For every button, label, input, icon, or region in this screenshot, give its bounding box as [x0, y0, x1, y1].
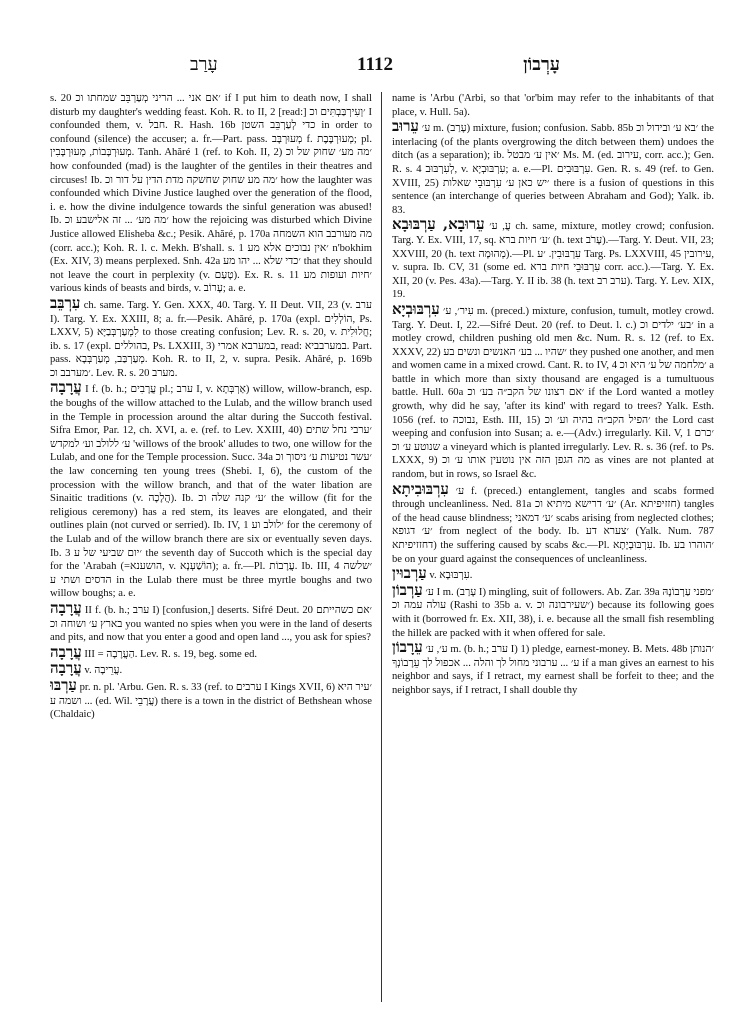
- running-header: [60, 54, 690, 80]
- entry-text: III = הַעֲרָבָה. Lev. R. s. 19, beg. some ed.: [84, 648, 258, 660]
- right-column: [392, 90, 714, 1006]
- entry-text: I f. (b. h.; עֲרָבִים pl.; ערב I, v. אַרְבְּתָא) willow, willow-branch, esp. the boughs of the willow attached to the Lulab, and the willow branch used in the Temple in procession around the altar during the Succoth festival. Sifra Emor, Par. 12, ch. XVI, a. e. (ref. to Lev. XXIII, 40) ׳ערבי נחל שתים ע׳ ללולב וע׳ למקדש 'willows of the brook' alludes to two, one willow for the Lulab, and one for the Temple procession. Succ. 34a ׳עשר נטיעות ע׳ ניסוך וכ the law concerning ten young trees (Shebi. I, 6), the custom of the procession with the willow branch, and that of the water libation are Sinaitic traditions (v. הֲלָכָה). Ib. ׳ע׳ קנה שלה וכ the willow (fit for the religious ceremony) has a red stem, its leaves are elongated, and their outlines plain (not curved or serried). Ib. IV, 1 ׳לולב וע for the ceremony of the Lulab and of the willow branch there are six or eventually seven days. Ib. 3 ׳יום שביעי של ע the seventh day of Succoth which is the special day for the 'Arabah (=הושענא, v. הוֹשַׁעְנָא); a. fr.—Pl. עֲרָבוֹת. Ib. III, 4 ׳שלשה הדסים ושתי ע in the Lulab there must be three myrtle boughs and two willow boughs; a. e.: [50, 384, 372, 600]
- dictionary-entry: [392, 479, 714, 567]
- entry-headword: עַרְבוּין: [392, 564, 427, 583]
- entry-headword: עִרְבּוּבְיָא: [392, 299, 440, 318]
- entry-text: v. עֲרֵיבָה.: [84, 665, 123, 677]
- page-number: 1112: [357, 54, 393, 75]
- dictionary-entry: [50, 598, 372, 645]
- dictionary-entry: [50, 642, 372, 662]
- entry-headword: עִרְבּוּבִיתָא: [392, 479, 449, 498]
- entry-text: ע׳ m. (עָרַב) mixture, fusion; confusion. Sabb. 85b ׳בא ע׳ ובידול וכ the interlacing (of the plants overgrowing the ditch between them) undoes the ditch (as a separation); ib. ׳אין ע׳ מבטל Ms. M. (ed. עירוב, corr. acc.); Gen. R. s. 4 לְעִרְבּוּב, v. עִרְבּוּבְיָא; a. e.—Pl. עִרְבּוּבִים. Gen. R. s. 49 (ref. to Gen. XVIII, 25) ׳יש כאן ע׳ עִרְבּוּבֵי שאלות there is a fusion of questions in this sentence (an interchange of queries between Abraham and God); Yalk. ib. 83.: [392, 123, 714, 216]
- dictionary-entry: [392, 564, 714, 583]
- dictionary-entry: [392, 638, 714, 697]
- entry-text: name is 'Arbu ('Arbi, so that 'or'bim may refer to the inhabitants of that place, v. Hull. 5a).: [392, 93, 714, 118]
- entry-text: ע׳ I m. (עָרַב I) mingling, suit of followers. Ab. Zar. 39a ׳מפני עַרְבוֹנָהּ עולה עמה וכ (Rashi to 35b a. v. ׳שעירבונה וכ) because its following goes with it (borrowed fr. Ex. XII, 38), i. e. because all the small fish resembling the hillek are packed with it when offered for sale.: [392, 586, 714, 639]
- entry-headword: עֵרָבוֹן: [392, 638, 423, 657]
- left-column: [50, 90, 372, 1006]
- entry-text: II f. (b. h.; ערב I) [confusion,] deserts. Sifré Deut. 20 ׳אם כשהייתם בארץ ע׳ ושוחה וכ you wanted no spies when you were in the land of deserts and pits, and now that you enter a good and open land ..., you ask for spies?: [50, 604, 372, 644]
- header-right-guideword: עָרְבוֹן: [523, 54, 560, 74]
- dictionary-entry: [50, 675, 372, 722]
- entry-text: עִיר׳, ע׳ m. (preced.) mixture, confusion, tumult, motley crowd. Targ. Y. Deut. I, 22.—Sifré Deut. 20 (ref. to Deut. l. c.) ׳בע׳ ילדים וכ in a motley crowd, children pushing old men &c. Num. R. s. 12 (ref. to Ex. XXXV, 22) ׳שהיו ... בע׳ האנשים ונשים בע they pushed one another, and men and women came in a mixed crowd. Cant. R. to IV, 4 ׳מלחמה של ע׳ היא וכ a battle in which more than sixty thousand are engaged is a tumultuous battle. Hull. 60a ׳אם רצונו של הקב״ה בע׳ וכ if the Lord wanted a motley growth, why did he say, 'after its kind' with regard to trees? Yalk. Esth. 1056 (ref. to נבוכה, Esth. III, 15) ׳הפיל הקב״ה בהיה וע׳ וכ the Lord cast weeping and confusion into Susan; a. e.—(Adv.) irregularly. Kil. V, 1 ׳כרם שנוטע ע׳ וכ a vineyard which is planted irregularly. Lev. R. s. 36 (ref. to Ps. LXXX, 9) מה הגפן הזה אין נוטעין אותו ע׳ וכ as vines are not planted at random, but in rows, so Israel &c.: [392, 305, 714, 481]
- entry-headword: עִרְבֵּב: [50, 293, 81, 312]
- entry-headword: עֲרָבָה: [50, 642, 82, 661]
- dictionary-entry: [392, 580, 714, 640]
- dictionary-entry: [392, 215, 714, 302]
- entry-text: ch. same. Targ. Y. Gen. XXX, 40. Targ. Y. II Deut. VII, 23 (v. ערב I). Targ. Y. Ex. XXIII, 8; a. fr.—Pesik. Ahăré, p. 170a (expl. הוֹלְלִים, Ps. LXXV, 5) לִמְעַרְבְּבַיָּא to those creating confusion; Lev. R. s. 20, v. חֲלוּלִית; ib. s. 17 (expl. בהוללים, Ps. LXXIII, 3) במערבא אמרי, read: במערבביא. Part. pass. מְעַרְבַּב, מְעַרְבְּבָא. Koh. R. to II, 2, v. supra. Pesik. Ahăré, p. 169b ׳מערבב וכ. Lev. R. s. 20 מערב.: [50, 299, 372, 379]
- dictionary-entry: [392, 90, 714, 119]
- dictionary-entry: [50, 659, 372, 678]
- entry-headword: עֲרָבָה: [50, 659, 82, 678]
- dictionary-entry: [50, 378, 372, 601]
- dictionary-entry: [392, 299, 714, 482]
- entry-headword: עַרְבּוּ: [50, 675, 77, 694]
- entry-headword: עֵרוּב: [392, 117, 419, 136]
- entry-text: עֲ, ע׳ ch. same, mixture, motley crowd; confusion. Targ. Y. Ex. VIII, 17, sq. ׳ע׳ חיות ברא (h. text עָרֹב).—Targ. Y. Deut. VII, 23; XXVIII, 20 (h. text מְהוּמָה).—Pl. עִרְבּוּבִין. ׳ע Targ. Ps. LXXVIII, 45 עירובין, v. supra. Ib. CV, 31 (some ed. עִרְבּוּבֵי חיות ברא corr. acc.).—Targ. Y. Ex. XII, 20 (v. Pes. 43a).—Targ. Y. II ib. 38 (h. text ערב רב). Targ. Y. Lev. XIX, 19.: [392, 221, 714, 301]
- header-left-guideword: עָרַב: [190, 54, 218, 74]
- entry-text: ע׳, ע׳ m. (b. h.; ערב I) 1) pledge, earnest-money. B. Mets. 48b ׳הנותן ע׳ ... ערבוני מחול לך והלה ... אכפול לך עֵרָבוֹנְךָ if a man gives an earnest to his neighbor and says, if I retract, my earnest shall be forfeit to thee; and the neighbor says, if I retract, I shall double thy: [392, 644, 714, 696]
- entry-text: ע׳ f. (preced.) entanglement, tangles and scabs formed through uncleanliness. Ned. 81a ׳ע׳ דרישא מיתיא וכ (Ar. חזזיפיתא) tangles of the head cause blindness; ׳ע׳ דמאני scabs arising from neglected clothes; ׳ע׳ דגופא from neglect of the body. Ib. ׳צערא דע (Yalk. Num. 787 דחזזיפיתא) the suffering caused by scabs &c.—Pl. עִרְבּוּבְיָתָא. Ib. ׳הוהרו בע be on your guard against the consequences of uncleanliness.: [392, 485, 714, 565]
- entry-text: pr. n. pl. 'Arbu. Gen. R. s. 33 (ref. to ערבים I Kings XVII, 6) ׳עיר היא ... ושמה ע (ed. Wil. עֲרָבֵי) there is a town in the district of Bethshean whose (Chaldaic): [50, 681, 372, 721]
- dictionary-entry: [392, 117, 714, 217]
- entry-text: s. 20 ׳אם אני ... הריני מְעַרְבֵּב שמחתו וכ if I put him to death now, I shall disturb my daughter's wedding feast. Koh. R. to II, 2 [read:] ׳וְעִירְבַּבְתִּים וכ I confounded them, v. חבל. R. Hash. 16b כדי לְעַרְבֵּב השטן in order to confound (silence) the accuser; a. fr.—Part. pass. מְעוּרְבָּב f. מְעוּרְבֶּבֶת; pl. מְעוּרְבָּבוֹת, מְעוּרְבָּבִין. Tanh. Ahăré 1 (ref. to Koh. II, 2) ׳מה מע׳ שחוק של וכ how confounded (mad) is the laughter of the gentiles in their theatres and circuses! Ib. ׳מה מע שחוק שחשקה מדת הדין על דור וכ how the laughter was confounded which Divine Justice laughed over the generation of the flood, i. e. how the divine indulgence towards the sinful generation was abused! Ib. ׳מה מע׳ ... זה אלישבע וכ how the rejoicing was disturbed which Divine Justice allowed Elisheba &c.; Pesik. Ahăré, p. 170a מה מעורבב הוא השמחה (corr. acc.); Koh. R. l. c. Mekh. B'shall. s. 1 ׳אין נבוכים אלא מע n'bokhim (Ex. XIV, 3) means perplexed. Snh. 42a ׳כדי שלא ... יהו מע that they should not leave the court in perplexity (v. טָעַם). Ex. R. s. 11 ׳חיות ועופות מע various kinds of beasts and birds, v. עָרוֹב; a. e.: [50, 93, 372, 295]
- dictionary-entry: [50, 90, 372, 296]
- dictionary-entry: [50, 293, 372, 381]
- entry-text: v. עִרְבּוּבָא.: [429, 570, 473, 582]
- column-divider: [381, 92, 382, 1002]
- entry-headword: עֲרָבָה: [50, 598, 82, 617]
- entry-headword: עַרְבוֹן: [392, 580, 423, 599]
- entry-headword: עֲרָבָה: [50, 378, 82, 397]
- entry-headword: עֵרוּבָא, עַרְבּוּבָא: [392, 215, 485, 234]
